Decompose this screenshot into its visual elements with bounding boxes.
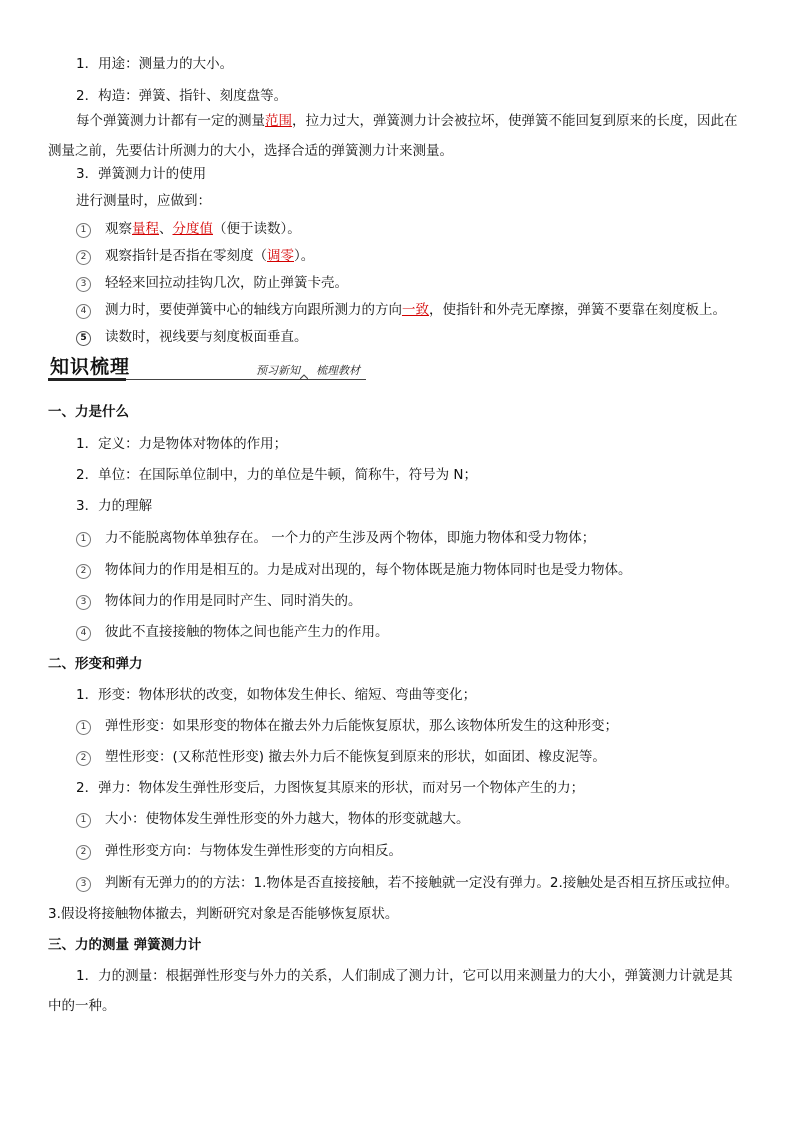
force-understanding: 3．力的理解 <box>76 498 153 514</box>
circled-number-icon: 4 <box>76 304 91 319</box>
circled-number-icon: 4 <box>76 626 91 641</box>
circled-number-icon: 5 <box>76 331 91 346</box>
circled-number-icon: 2 <box>76 751 91 766</box>
elastic-force-judgement-cont: 3.假设将接触物体撤去，判断研究对象是否能够恢复原状。 <box>48 906 399 922</box>
force-definition: 1．定义：力是物体对物体的作用； <box>76 436 288 452</box>
elastic-force-judgement: 3 判断有无弹力的的方法：1.物体是否直接接触，若不接触就一定没有弹力。2.接触处是否相互挤压或拉伸。 <box>76 873 754 893</box>
banner-notch-icon <box>300 374 308 382</box>
circled-number-icon: 3 <box>76 595 91 610</box>
banner-title: 知识梳理 <box>50 356 131 378</box>
force-unit: 2．单位：在国际单位制中，力的单位是牛顿，简称牛，符号为 N； <box>76 467 477 483</box>
banner-tag-preview: 预习新知 <box>256 364 300 377</box>
banner-thin-rule <box>126 379 366 380</box>
force-item-3: 3 物体间力的作用是同时产生、同时消失的。 <box>76 591 746 611</box>
elastic-force-definition: 2．弹力：物体发生弹性形变后，力图恢复其原来的形状，而对另一个物体产生的力； <box>76 780 585 796</box>
step-3: 3 轻轻来回拉动挂钩几次，防止弹簧卡壳。 <box>76 273 746 293</box>
elastic-force-direction: 2 弹性形变方向：与物体发生弹性形变的方向相反。 <box>76 841 746 861</box>
elastic-force-magnitude: 1 大小：使物体发生弹性形变的外力越大，物体的形变就越大。 <box>76 809 746 829</box>
section-heading-measurement: 三、力的测量 弹簧测力计 <box>48 937 202 953</box>
step-2: 2 观察指针是否指在零刻度（调零）。 <box>76 246 746 266</box>
circled-number-icon: 1 <box>76 223 91 238</box>
deformation-definition: 1．形变：物体形状的改变，如物体发生伸长、缩短、弯曲等变化； <box>76 687 477 703</box>
usage-heading: 3．弹簧测力计的使用 <box>76 166 207 182</box>
force-item-1: 1 力不能脱离物体单独存在。 一个力的产生涉及两个物体，即施力物体和受力物体； <box>76 528 746 548</box>
range-paragraph: 每个弹簧测力计都有一定的测量范围，拉力过大，弹簧测力计会被拉坏，使弹簧不能回复到原来的长度，因此在测量之前，先要估计所测力的大小，选择合适的弹簧测力计来测量。 <box>48 113 738 159</box>
step-1: 1 观察量程、分度值（便于读数）。 <box>76 219 746 239</box>
section-heading-force: 一、力是什么 <box>48 404 129 420</box>
measurement-paragraph: 1．力的测量：根据弹性形变与外力的关系，人们制成了测力计，它可以用来测量力的大小，弹簧测力计就是其中的一种。 <box>48 968 733 1014</box>
circled-number-icon: 1 <box>76 813 91 828</box>
force-item-4: 4 彼此不直接接触的物体之间也能产生力的作用。 <box>76 622 746 642</box>
force-item-2: 2 物体间力的作用是相互的。力是成对出现的，每个物体既是施力物体同时也是受力物体。 <box>76 560 746 580</box>
circled-number-icon: 2 <box>76 845 91 860</box>
circled-number-icon: 2 <box>76 564 91 579</box>
range-highlight: 范围 <box>265 113 292 129</box>
plastic-deformation: 2 塑性形变：(又称范性形变) 撤去外力后不能恢复到原来的形状，如面团、橡皮泥等。 <box>76 747 746 767</box>
banner-thick-rule <box>48 378 126 381</box>
section-heading-deformation: 二、形变和弹力 <box>48 656 143 672</box>
usage-line: 1．用途：测量力的大小。 <box>76 56 234 72</box>
circled-number-icon: 3 <box>76 877 91 892</box>
step-4: 4 测力时，要使弹簧中心的轴线方向跟所测力的方向一致，使指针和外壳无摩擦，弹簧不要靠在刻度板上。 <box>76 300 746 320</box>
elastic-deformation: 1 弹性形变：如果形变的物体在撤去外力后能恢复原状，那么该物体所发生的这种形变； <box>76 716 746 736</box>
banner-tag-review: 梳理教材 <box>316 364 360 377</box>
circled-number-icon: 3 <box>76 277 91 292</box>
measure-intro: 进行测量时，应做到： <box>76 193 211 209</box>
circled-number-icon: 1 <box>76 532 91 547</box>
section-banner <box>48 348 368 388</box>
circled-number-icon: 1 <box>76 720 91 735</box>
circled-number-icon: 2 <box>76 250 91 265</box>
structure-line: 2．构造：弹簧、指针、刻度盘等。 <box>76 88 288 104</box>
step-5: 5 读数时，视线要与刻度板面垂直。 <box>76 327 746 347</box>
